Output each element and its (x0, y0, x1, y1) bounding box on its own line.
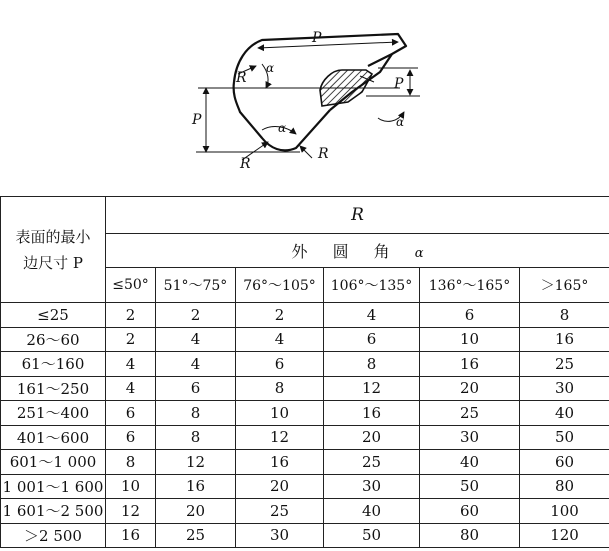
row-p-range: 1 001～1 600 (1, 474, 106, 499)
label-r-upper: R (236, 70, 247, 86)
radius-value-cell: 30 (324, 474, 420, 499)
radius-value-cell: 40 (324, 499, 420, 524)
radius-value-cell: 16 (156, 474, 236, 499)
radius-value-cell: 20 (420, 376, 520, 401)
table-row (1, 450, 609, 475)
label-alpha-lower: α (278, 121, 287, 135)
row-p-range: 401～600 (1, 425, 106, 450)
radius-value-cell: 12 (324, 376, 420, 401)
dimension-lines (196, 42, 420, 160)
radius-value-cell: 10 (106, 474, 156, 499)
radius-value-cell: 6 (324, 327, 420, 352)
angle-column-header: 136°～165° (420, 268, 520, 303)
radius-value-cell: 40 (420, 450, 520, 475)
table-row (1, 474, 609, 499)
angle-column-header: ＞165° (520, 268, 609, 303)
radius-value-cell: 4 (106, 376, 156, 401)
radius-value-cell: 25 (420, 401, 520, 426)
radius-value-cell: 4 (156, 352, 236, 377)
label-alpha-right: α (396, 115, 405, 129)
row-p-range: ＞2 500 (1, 523, 106, 548)
radius-value-cell: 25 (520, 352, 609, 377)
radius-value-cell: 120 (520, 523, 609, 548)
radius-value-cell: 16 (420, 352, 520, 377)
label-p-left: P (192, 112, 202, 128)
row-p-range: 251～400 (1, 401, 106, 426)
radius-value-cell: 30 (420, 425, 520, 450)
row-p-range: ≤25 (1, 303, 106, 328)
radius-value-cell: 6 (236, 352, 324, 377)
header-r: R (106, 197, 609, 234)
table-row (1, 303, 609, 328)
table-row (1, 425, 609, 450)
radius-value-cell: 80 (520, 474, 609, 499)
row-p-range: 61～160 (1, 352, 106, 377)
radius-value-cell: 20 (156, 499, 236, 524)
radius-value-cell: 25 (156, 523, 236, 548)
row-p-range: 161～250 (1, 376, 106, 401)
label-p-right: P (394, 76, 404, 92)
row-p-range: 26～60 (1, 327, 106, 352)
angle-column-header: 106°～135° (324, 268, 420, 303)
label-p-top: P (312, 30, 322, 46)
radius-value-cell: 4 (324, 303, 420, 328)
label-alpha-upper: α (266, 61, 275, 75)
radius-value-cell: 2 (106, 303, 156, 328)
header-p-line2: 边尺寸 P (23, 253, 83, 272)
table-row (1, 327, 609, 352)
radius-value-cell: 80 (420, 523, 520, 548)
radius-value-cell: 16 (324, 401, 420, 426)
angle-column-header: 51°～75° (156, 268, 236, 303)
radius-value-cell: 30 (236, 523, 324, 548)
table-row (1, 499, 609, 524)
radius-value-cell: 60 (420, 499, 520, 524)
radius-value-cell: 12 (106, 499, 156, 524)
radius-value-cell: 4 (106, 352, 156, 377)
radius-value-cell: 4 (236, 327, 324, 352)
radius-value-cell: 40 (520, 401, 609, 426)
radius-value-cell: 16 (236, 450, 324, 475)
radius-value-cell: 50 (324, 523, 420, 548)
radius-value-cell: 6 (106, 425, 156, 450)
radius-value-cell: 10 (420, 327, 520, 352)
radius-value-cell: 20 (324, 425, 420, 450)
radius-value-cell: 2 (106, 327, 156, 352)
label-r-bottom-left: R (240, 156, 251, 172)
radius-value-cell: 6 (106, 401, 156, 426)
header-alpha-symbol: α (414, 246, 424, 261)
radius-value-cell: 50 (520, 425, 609, 450)
radius-value-cell: 60 (520, 450, 609, 475)
table-row (1, 376, 609, 401)
radius-value-cell: 6 (420, 303, 520, 328)
angle-column-header: ≤50° (106, 268, 156, 303)
radius-value-cell: 100 (520, 499, 609, 524)
radius-value-cell: 20 (236, 474, 324, 499)
table-body (1, 303, 609, 548)
radius-value-cell: 6 (156, 376, 236, 401)
header-p-line1: 表面的最小 (15, 227, 91, 246)
header-outer-fillet-angle (106, 234, 609, 268)
angle-column-header: 76°～105° (236, 268, 324, 303)
table-row (1, 401, 609, 426)
fillet-radius-table (0, 196, 609, 548)
radius-value-cell: 25 (236, 499, 324, 524)
radius-value-cell: 30 (520, 376, 609, 401)
header-min-side-p (1, 197, 106, 303)
radius-value-cell: 8 (520, 303, 609, 328)
radius-value-cell: 4 (156, 327, 236, 352)
radius-value-cell: 16 (520, 327, 609, 352)
radius-value-cell: 8 (156, 425, 236, 450)
label-r-bottom-right: R (318, 146, 329, 162)
row-p-range: 601～1 000 (1, 450, 106, 475)
radius-value-cell: 2 (236, 303, 324, 328)
row-p-range: 1 601～2 500 (1, 499, 106, 524)
radius-value-cell: 50 (420, 474, 520, 499)
radius-value-cell: 8 (236, 376, 324, 401)
fillet-radius-diagram (0, 0, 609, 196)
table-row (1, 352, 609, 377)
radius-value-cell: 2 (156, 303, 236, 328)
radius-value-cell: 8 (106, 450, 156, 475)
radius-value-cell: 12 (236, 425, 324, 450)
header-alpha-title: 外 圆 角 (291, 242, 400, 261)
radius-value-cell: 16 (106, 523, 156, 548)
radius-value-cell: 8 (156, 401, 236, 426)
radius-value-cell: 25 (324, 450, 420, 475)
radius-value-cell: 8 (324, 352, 420, 377)
radius-value-cell: 10 (236, 401, 324, 426)
table-row (1, 523, 609, 548)
radius-value-cell: 12 (156, 450, 236, 475)
